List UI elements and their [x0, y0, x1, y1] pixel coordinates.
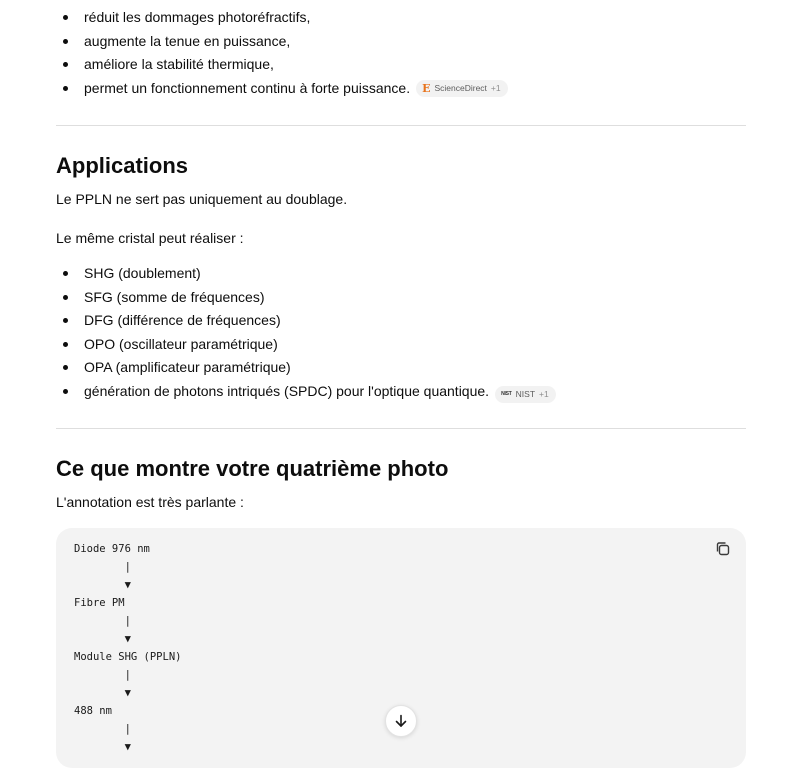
list-item: OPO (oscillateur paramétrique) — [56, 333, 556, 357]
applications-lead: Le même cristal peut réaliser : — [56, 230, 244, 246]
section-divider — [56, 428, 746, 429]
citation-chip-nist[interactable]: NIST NIST +1 — [495, 386, 556, 403]
citation-chip-sciencedirect[interactable]: E ScienceDirect +1 — [416, 80, 508, 97]
property-list — [56, 6, 508, 100]
section-divider — [56, 125, 746, 126]
list-item: améliore la stabilité thermique, — [56, 53, 508, 77]
list-item: DFG (différence de fréquences) — [56, 309, 556, 333]
list-item: réduit les dommages photoréfractifs, — [56, 6, 508, 30]
photo-section-intro: L'annotation est très parlante : — [56, 494, 244, 510]
copy-icon — [714, 540, 732, 558]
list-item: permet un fonctionnement continu à forte puissance. E ScienceDirect +1 — [56, 77, 508, 101]
list-item: SHG (doublement) — [56, 262, 556, 286]
scroll-to-bottom-button[interactable] — [385, 705, 417, 737]
list-item: SFG (somme de fréquences) — [56, 286, 556, 310]
list-item: génération de photons intriqués (SPDC) pour l'optique quantique. NIST NIST +1 — [56, 380, 556, 404]
arrow-down-icon — [393, 713, 409, 729]
photo-section-heading: Ce que montre votre quatrième photo — [56, 456, 449, 481]
list-item: OPA (amplificateur paramétrique) — [56, 356, 556, 380]
code-content: Diode 976 nm | ▼ Fibre PM | ▼ Module SHG (PPLN) | ▼ 488 nm | ▼ — [74, 543, 182, 753]
copy-button[interactable] — [714, 540, 732, 558]
applications-list — [56, 262, 556, 403]
list-item: augmente la tenue en puissance, — [56, 30, 508, 54]
nist-logo-icon: NIST — [501, 390, 512, 397]
sciencedirect-logo-icon: E — [422, 81, 431, 95]
applications-heading: Applications — [56, 153, 189, 178]
applications-intro: Le PPLN ne sert pas uniquement au doublage. — [56, 191, 348, 207]
